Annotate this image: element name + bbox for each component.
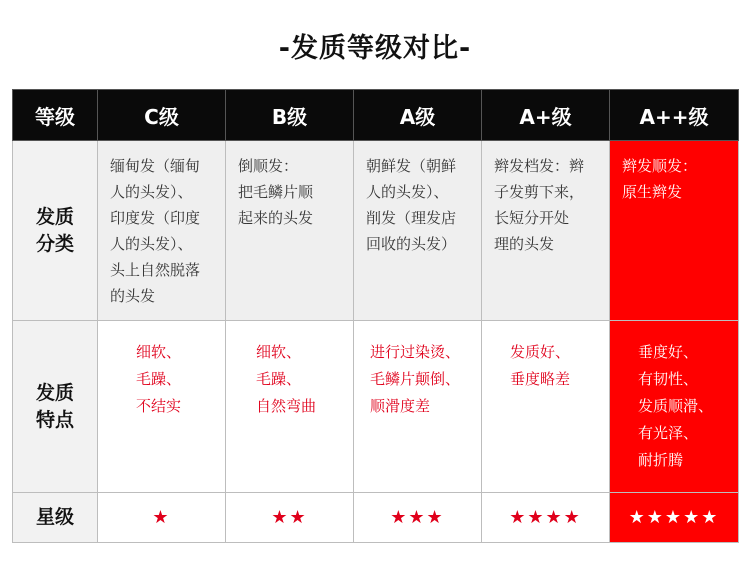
features-cell-c: 细软、 毛躁、 不结实	[98, 321, 226, 493]
row-label-classification: 发质 分类	[13, 141, 98, 321]
table-row-classification	[13, 141, 739, 321]
classification-cell-a: 朝鲜发（朝鲜 人的头发）、 削发（理发店 回收的头发）	[354, 141, 482, 321]
features-cell-a: 进行过染烫、 毛鳞片颠倒、 顺滑度差	[354, 321, 482, 493]
classification-cell-b: 倒顺发： 把毛鳞片顺 起来的头发	[226, 141, 354, 321]
classification-cell-a-plus: 辫发档发：辫 子发剪下来， 长短分开处 理的头发	[482, 141, 610, 321]
table-row-stars	[13, 493, 739, 543]
features-cell-a-plus: 发质好、 垂度略差	[482, 321, 610, 493]
star-rating-a-plus-plus: ★★★★★	[610, 493, 739, 543]
row-label-stars: 星级	[13, 493, 98, 543]
classification-cell-c: 缅甸发（缅甸 人的头发）、 印度发（印度 人的头发）、 头上自然脱落 的头发	[98, 141, 226, 321]
star-rating-b: ★★	[226, 493, 354, 543]
features-cell-b: 细软、 毛躁、 自然弯曲	[226, 321, 354, 493]
row-label-features: 发质 特点	[13, 321, 98, 493]
star-rating-a: ★★★	[354, 493, 482, 543]
header-cell-b: B级	[226, 90, 354, 141]
header-cell-c: C级	[98, 90, 226, 141]
header-cell-a: A级	[354, 90, 482, 141]
features-cell-a-plus-plus: 垂度好、 有韧性、 发质顺滑、 有光泽、 耐折腾	[610, 321, 739, 493]
header-cell-a-plus-plus: A++级	[610, 90, 739, 141]
table-row-features	[13, 321, 739, 493]
hair-grade-comparison-table	[12, 89, 739, 543]
star-rating-a-plus: ★★★★	[482, 493, 610, 543]
header-row	[13, 90, 739, 141]
header-cell-a-plus: A+级	[482, 90, 610, 141]
page-title: -发质等级对比-	[278, 33, 472, 64]
star-rating-c: ★	[98, 493, 226, 543]
classification-cell-a-plus-plus: 辫发顺发： 原生辫发	[610, 141, 739, 321]
header-cell-grade: 等级	[13, 90, 98, 141]
